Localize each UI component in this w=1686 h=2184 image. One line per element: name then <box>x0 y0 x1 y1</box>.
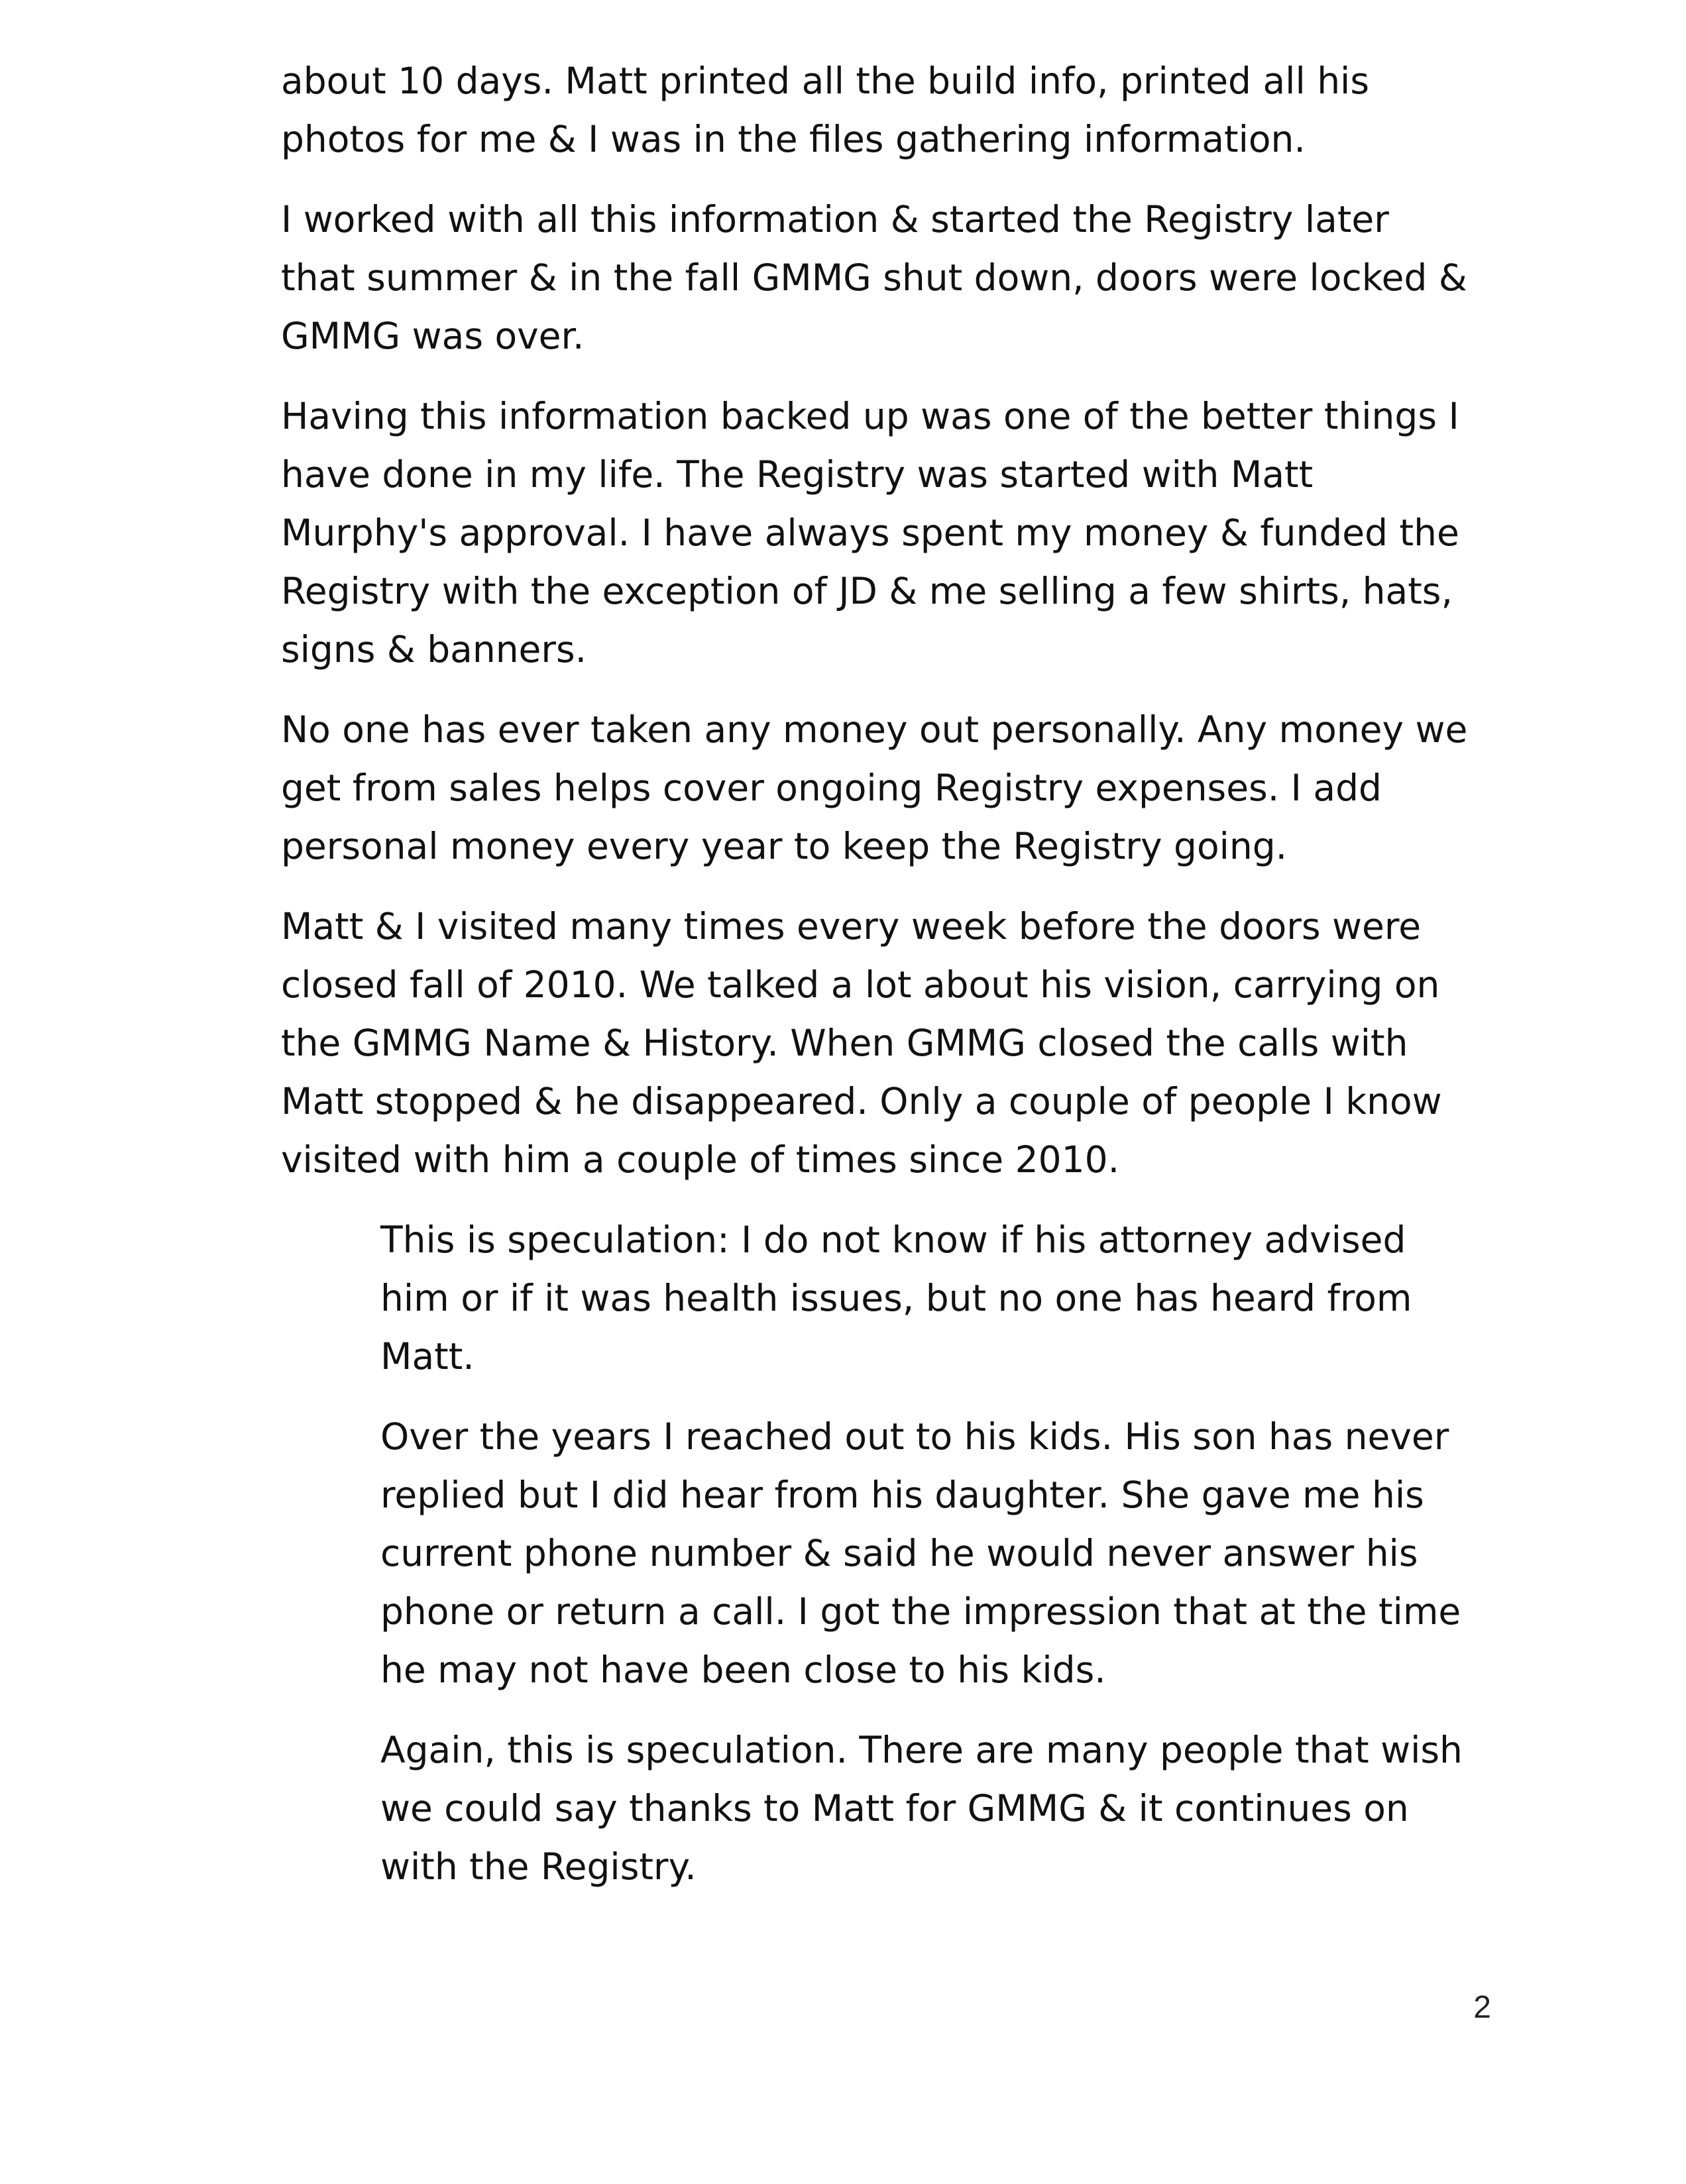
paragraph-backup-funding <box>281 387 1540 679</box>
text-line: signs & banners. <box>281 628 587 671</box>
text-line: I worked with all this information & started the Registry later <box>281 198 1389 241</box>
page-number: 2 <box>1473 1990 1491 2025</box>
paragraph-thanks <box>380 1721 1540 1896</box>
text-line: personal money every year to keep the Registry going. <box>281 825 1288 867</box>
text-line: This is speculation: I do not know if his attorney advised <box>380 1219 1406 1261</box>
text-line: closed fall of 2010. We talked a lot about his vision, carrying on <box>281 963 1440 1006</box>
text-line: current phone number & said he would never answer his <box>380 1532 1418 1574</box>
text-line: have done in my life. The Registry was started with Matt <box>281 453 1314 496</box>
text-line: get from sales helps cover ongoing Registry expenses. I add <box>281 767 1382 809</box>
document-body <box>281 52 1540 1918</box>
text-line: that summer & in the fall GMMG shut down, doors were locked & <box>281 256 1467 299</box>
text-line: Matt. <box>380 1335 475 1378</box>
text-line: Registry with the exception of JD & me selling a few shirts, hats, <box>281 570 1453 612</box>
paragraph-visits <box>281 897 1540 1189</box>
text-line: Having this information backed up was one of the better things I <box>281 395 1459 437</box>
text-line: we could say thanks to Matt for GMMG & it continues on <box>380 1787 1409 1829</box>
text-line: GMMG was over. <box>281 315 585 357</box>
text-line: about 10 days. Matt printed all the build info, printed all his <box>281 60 1369 102</box>
text-line: Over the years I reached out to his kids. His son has never <box>380 1415 1449 1458</box>
text-line: phone or return a call. I got the impression that at the time <box>380 1590 1461 1633</box>
paragraph-money <box>281 700 1540 875</box>
paragraph-build-info <box>281 52 1540 168</box>
paragraph-kids <box>380 1407 1540 1699</box>
text-line: replied but I did hear from his daughter. She gave me his <box>380 1474 1424 1516</box>
text-line: he may not have been close to his kids. <box>380 1649 1106 1691</box>
text-line: the GMMG Name & History. When GMMG closed the calls with <box>281 1022 1408 1064</box>
text-line: Matt stopped & he disappeared. Only a couple of people I know <box>281 1080 1442 1122</box>
text-line: him or if it was health issues, but no one has heard from <box>380 1277 1412 1319</box>
text-line: No one has ever taken any money out personally. Any money we <box>281 708 1468 751</box>
text-line: Again, this is speculation. There are many people that wish <box>380 1729 1463 1771</box>
text-line: visited with him a couple of times since 2010. <box>281 1138 1120 1181</box>
text-line: photos for me & I was in the files gathering information. <box>281 118 1306 160</box>
paragraph-speculation-attorney <box>380 1211 1540 1386</box>
paragraph-registry-start <box>281 190 1540 365</box>
text-line: Murphy's approval. I have always spent my money & funded the <box>281 512 1459 554</box>
text-line: Matt & I visited many times every week before the doors were <box>281 905 1422 948</box>
text-line: with the Registry. <box>380 1845 697 1888</box>
